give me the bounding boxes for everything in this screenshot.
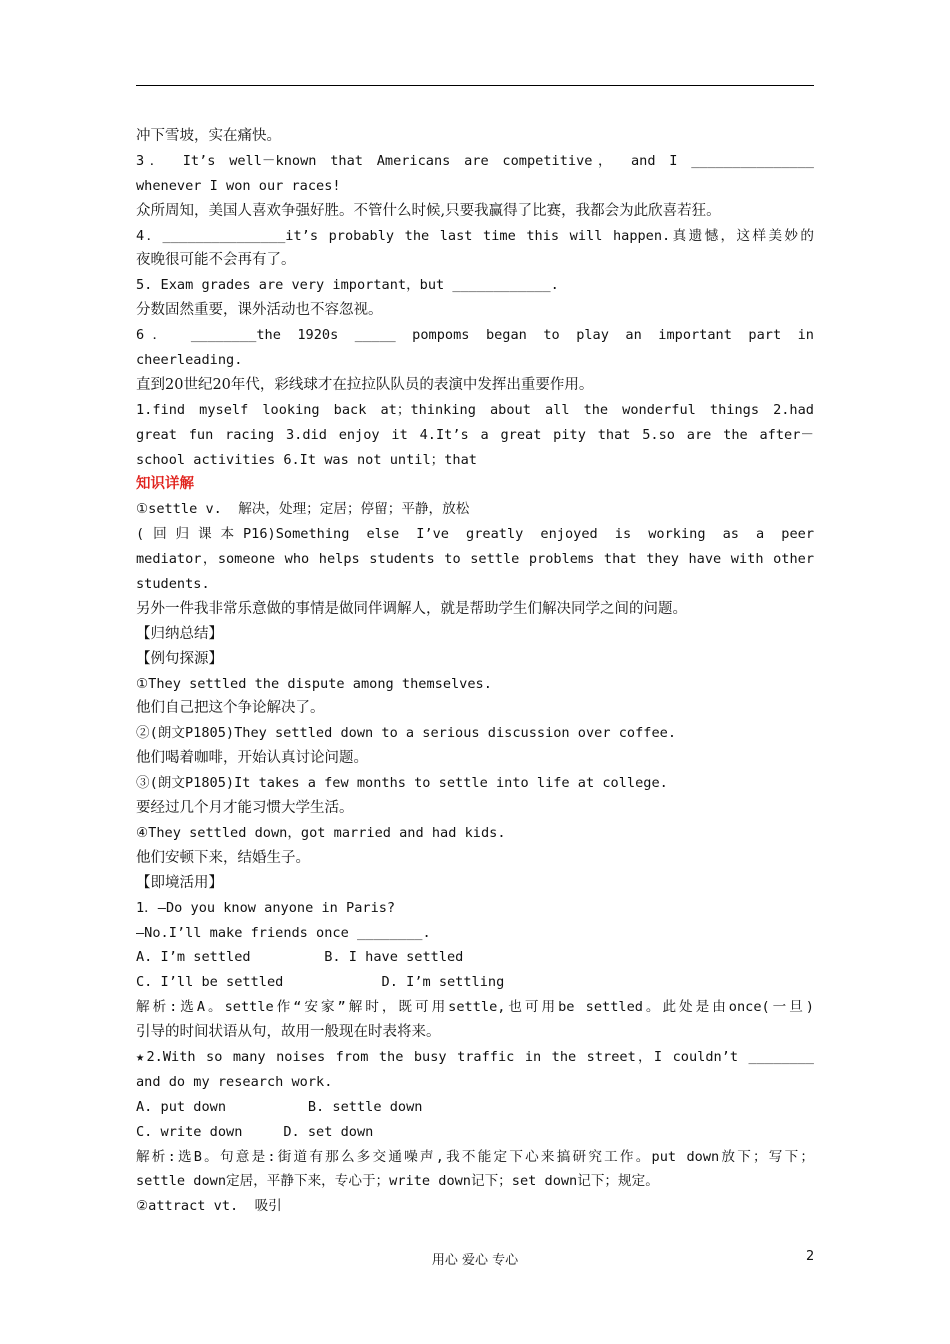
text-line: 夜晚很可能不会再有了。 — [136, 252, 296, 269]
text-line: A. I’m settled B. I have settled — [136, 949, 464, 966]
text-line: great fun racing 3.did enjoy it 4.It’s a great pity that 5.so are the after－ — [136, 426, 814, 443]
text-line: ①settle v. 解决，处理；定居；停留；平静，放松 — [136, 501, 470, 518]
text-line: 众所周知，美国人喜欢争强好胜。不管什么时候,只要我赢得了比赛，我都会为此欣喜若狂。 — [136, 202, 721, 219]
text-line: C. write down D. set down — [136, 1123, 374, 1140]
text-line: cheerleading. — [136, 352, 243, 369]
header-rule — [136, 85, 814, 86]
text-line: ②(朗文P1805)They settled down to a serious discussion over coffee. — [136, 725, 677, 742]
text-line: 要经过几个月才能习惯大学生活。 — [136, 800, 354, 817]
text-line: 分数固然重要，课外活动也不容忽视。 — [136, 302, 383, 319]
text-line: 1．—Do you know anyone in Paris? — [136, 899, 396, 916]
text-line: whenever I won our races! — [136, 177, 341, 194]
text-line: 解析:选B。句意是:街道有那么多交通噪声,我不能定下心来搞研究工作。put down放下；写下； — [136, 1148, 814, 1165]
text-line: 冲下雪坡，实在痛快。 — [136, 128, 281, 144]
text-line: C. I’ll be settled D. I’m settling — [136, 974, 505, 991]
text-line: settle down定居，平静下来，专心于；write down记下；set down记下；规定。 — [136, 1173, 659, 1190]
text-line: ①They settled the dispute among themselves. — [136, 675, 492, 692]
text-line: 5. Exam grades are very important，but ____________. — [136, 277, 559, 294]
text-line: 引导的时间状语从句，故用一般现在时表将来。 — [136, 1024, 441, 1041]
text-line: and do my research work. — [136, 1073, 333, 1090]
text-line: ②attract vt. 吸引 — [136, 1198, 282, 1215]
text-line: ④They settled down，got married and had kids. — [136, 824, 506, 841]
text-line: 他们安顿下来，结婚生子。 — [136, 849, 310, 866]
text-line: A. put down B. settle down — [136, 1098, 423, 1115]
footer-slogan: 用心 爱心 专心 — [431, 1253, 519, 1268]
text-line: ★2.With so many noises from the busy traffic in the street，I couldn’t ________ — [136, 1048, 814, 1065]
text-line: 【例句探源】 — [136, 650, 223, 667]
text-line: 1.find myself looking back at；thinking about all the wonderful things 2.had — [136, 401, 814, 418]
page-number: 2 — [806, 1249, 815, 1264]
text-line: school activities 6.It was not until；that — [136, 451, 477, 468]
text-line: 直到20世纪20年代，彩线球才在拉拉队队员的表演中发挥出重要作用。 — [136, 376, 594, 393]
text-line: 6． ________the 1920s _____ pompoms began to play an important part in — [136, 327, 814, 344]
text-line: 3． It’s well－known that Americans are competitive， and I _______________ — [136, 152, 814, 169]
text-line: 他们自己把这个争论解决了。 — [136, 700, 325, 717]
text-line: 4．_______________it’s probably the last time this will happen.真遗憾，这样美妙的 — [136, 227, 814, 244]
text-line: 【归纳总结】 — [136, 625, 223, 642]
text-line: 解析:选A。settle作“安家”解时，既可用settle,也可用be settled。此处是由once(一旦) — [136, 999, 814, 1016]
text-line: 另外一件我非常乐意做的事情是做同伴调解人，就是帮助学生们解决同学之间的问题。 — [136, 600, 687, 617]
text-line: (回归课本P16)Something else I’ve greatly enjoyed is working as a peer — [136, 526, 814, 543]
text-line: mediator，someone who helps students to settle problems that they have with other — [136, 551, 814, 568]
document-body — [136, 124, 814, 1219]
text-line: —No.I’ll make friends once ________. — [136, 924, 431, 941]
text-line: ③(朗文P1805)It takes a few months to settle into life at college. — [136, 775, 668, 792]
text-line: 【即境活用】 — [136, 874, 223, 891]
section-heading: 知识详解 — [136, 476, 194, 493]
text-line: 他们喝着咖啡，开始认真讨论问题。 — [136, 750, 368, 767]
text-line: students. — [136, 576, 210, 593]
